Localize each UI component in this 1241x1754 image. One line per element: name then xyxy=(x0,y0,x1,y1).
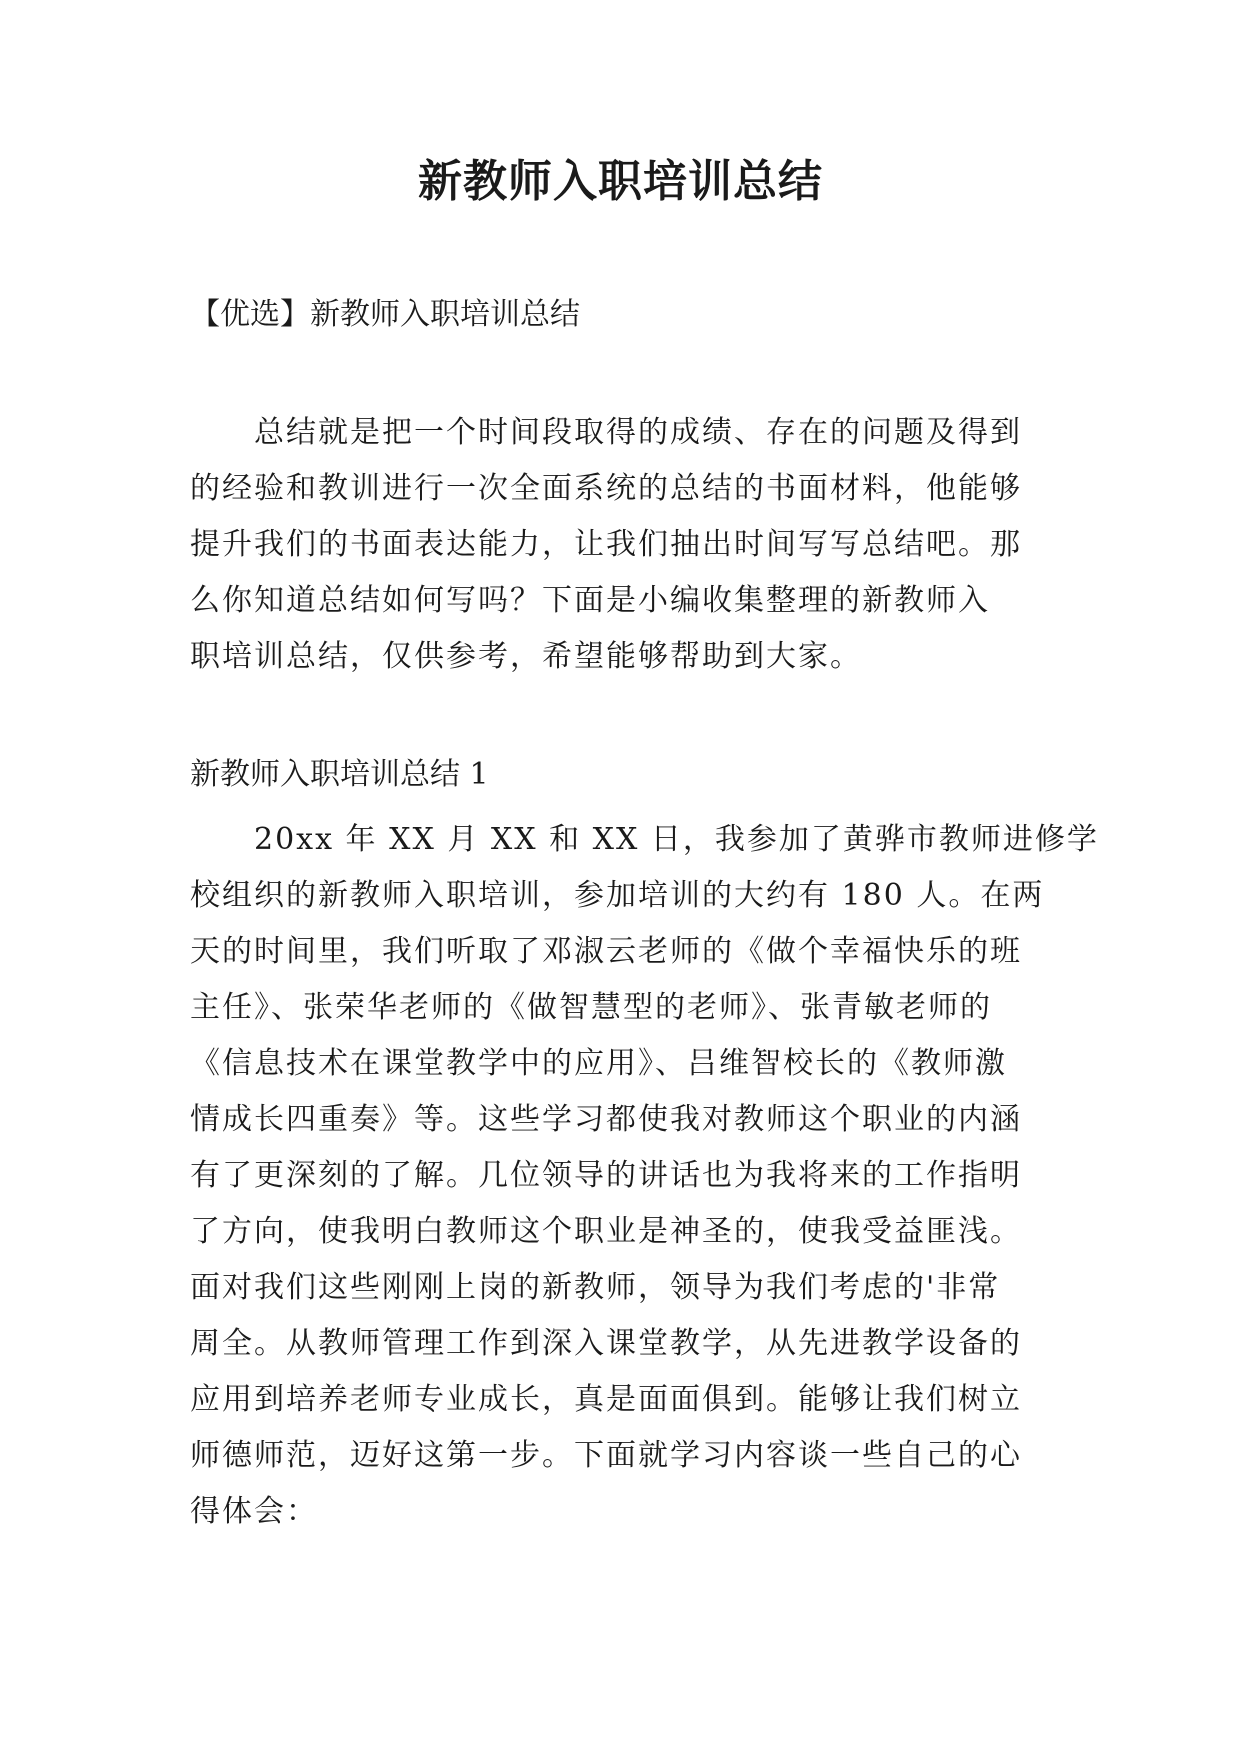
paragraph-line: 职培训总结，仅供参考，希望能够帮助到大家。 xyxy=(190,639,862,674)
paragraph-line: 提升我们的书面表达能力，让我们抽出时间写写总结吧。那 xyxy=(190,527,1022,562)
intro-paragraph xyxy=(190,405,1055,685)
paragraph-line: 的经验和教训进行一次全面系统的总结的书面材料，他能够 xyxy=(190,471,1022,506)
document-title: 新教师入职培训总结 xyxy=(418,156,823,207)
paragraph-line: 得体会： xyxy=(190,1494,318,1529)
paragraph-line: 《信息技术在课堂教学中的应用》、吕维智校长的《教师激 xyxy=(190,1046,1007,1081)
paragraph-line: 周全。从教师管理工作到深入课堂教学，从先进教学设备的 xyxy=(190,1326,1022,1361)
paragraph-line: 20xx 年 XX 月 XX 和 XX 日，我参加了黄骅市教师进修学 xyxy=(254,822,1099,857)
document-subtitle: 【优选】新教师入职培训总结 xyxy=(190,297,580,332)
paragraph-line: 主任》、张荣华老师的《做智慧型的老师》、张青敏老师的 xyxy=(190,990,992,1025)
paragraph-line: 总结就是把一个时间段取得的成绩、存在的问题及得到 xyxy=(254,415,1022,450)
paragraph-line: 情成长四重奏》等。这些学习都使我对教师这个职业的内涵 xyxy=(190,1102,1022,1137)
paragraph-line: 校组织的新教师入职培训，参加培训的大约有 180 人。在两 xyxy=(190,878,1045,913)
paragraph-line: 么你知道总结如何写吗？下面是小编收集整理的新教师入 xyxy=(190,583,990,618)
paragraph-line: 了方向，使我明白教师这个职业是神圣的，使我受益匪浅。 xyxy=(190,1214,1022,1249)
paragraph-line: 面对我们这些刚刚上岗的新教师，领导为我们考虑的'非常 xyxy=(190,1270,1001,1305)
section-heading: 新教师入职培训总结 1 xyxy=(190,757,489,792)
paragraph-line: 师德师范，迈好这第一步。下面就学习内容谈一些自己的心 xyxy=(190,1438,1022,1473)
paragraph-line: 有了更深刻的了解。几位领导的讲话也为我将来的工作指明 xyxy=(190,1158,1022,1193)
section-paragraph xyxy=(190,812,1099,1540)
paragraph-line: 天的时间里，我们听取了邓淑云老师的《做个幸福快乐的班 xyxy=(190,934,1022,969)
paragraph-line: 应用到培养老师专业成长，真是面面俱到。能够让我们树立 xyxy=(190,1382,1022,1417)
